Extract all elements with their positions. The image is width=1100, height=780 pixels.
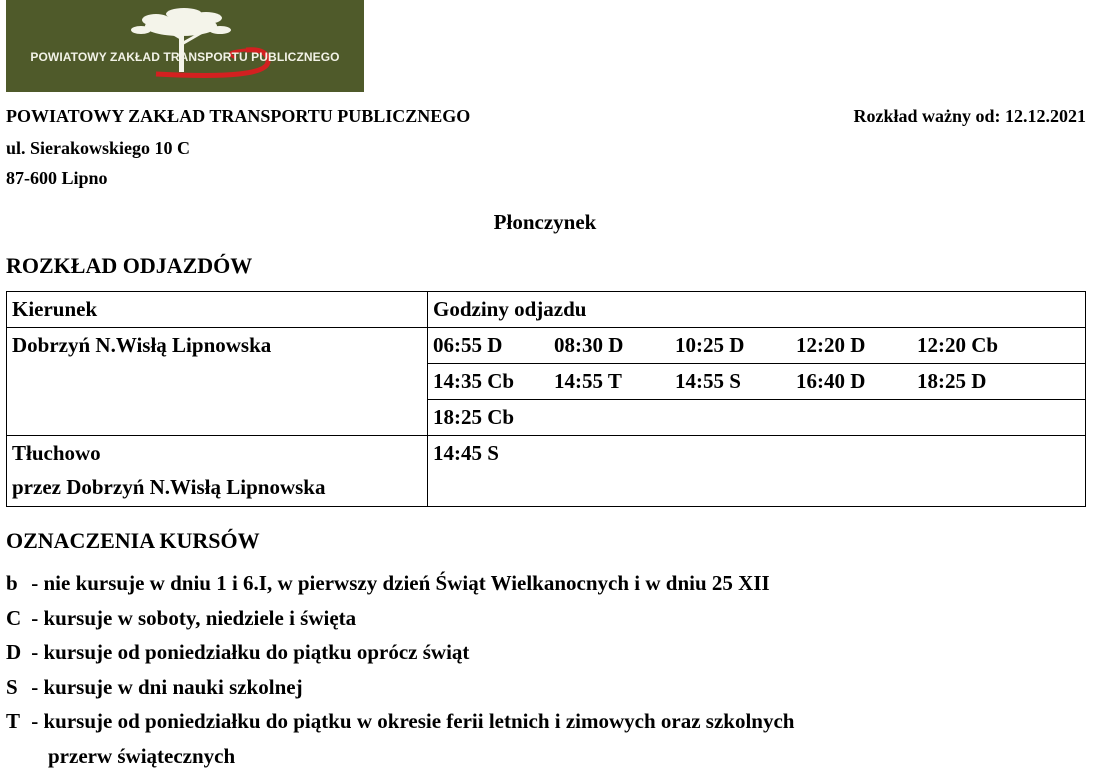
departure-time: 12:20 Cb [917,333,999,357]
column-header-direction: Kierunek [7,292,428,328]
column-header-times: Godziny odjazdu [428,292,1086,328]
times-cell [428,400,1086,436]
legend-item [6,566,794,601]
legend-item [6,704,794,739]
legend-text: - kursuje w soboty, niedziele i święta [31,605,357,630]
table-row [7,436,1086,507]
legend-item [6,635,794,670]
departure-time: 10:25 D [675,333,745,357]
departure-time: 14:55 S [675,369,741,393]
company-name: POWIATOWY ZAKŁAD TRANSPORTU PUBLICZNEGO [6,106,471,126]
direction-via: przez Dobrzyń N.Wisłą Lipnowska [12,475,326,499]
departure-time: 14:45 S [433,441,499,465]
departure-time: 16:40 D [796,369,866,393]
legend-code: D [6,640,22,664]
departure-time: 14:55 T [554,369,622,393]
times-cell [428,364,1086,400]
direction-cell [7,328,428,436]
company-street: ul. Sierakowskiego 10 C [6,138,191,158]
legend-code: T [6,709,21,733]
departure-time: 12:20 D [796,333,866,357]
timetable-table [6,291,1086,507]
tree-logo-icon [6,0,364,92]
legend-code: C [6,605,22,630]
times-cell [428,436,1086,507]
legend-item [6,601,794,636]
legend-text: - kursuje w dni nauki szkolnej [31,674,303,699]
times-cell [428,328,1086,364]
direction-cell [7,436,428,507]
stop-name: Płonczynek [493,210,597,234]
departure-time: 06:55 D [433,333,503,357]
legend-text: - kursuje od poniedziałku do piątku oprócz świąt [31,640,470,664]
departure-time: 08:30 D [554,333,624,357]
table-header-row [7,292,1086,328]
legend-item-continuation: przerw świątecznych [48,743,236,768]
logo-wordmark: POWIATOWY ZAKŁAD TRANSPORTU PUBLICZNEGO [30,50,340,64]
direction-name: Dobrzyń N.Wisłą Lipnowska [12,333,272,357]
direction-name: Tłuchowo [12,441,101,465]
company-city: 87-600 Lipno [6,168,108,188]
legend-code: S [6,674,18,699]
timetable-heading: ROZKŁAD ODJAZDÓW [6,253,253,278]
table-row [7,328,1086,364]
legend-text: - nie kursuje w dniu 1 i 6.I, w pierwszy dzień Świąt Wielkanocnych i w dniu 25 XII [31,571,770,595]
legend-item [6,670,794,705]
departure-time: 14:35 Cb [433,369,515,393]
legend-list [6,566,794,773]
departure-time: 18:25 D [917,369,987,393]
company-logo [6,0,364,92]
departure-time: 18:25 Cb [433,405,515,429]
legend-code: b [6,571,18,595]
valid-from: Rozkład ważny od: 12.12.2021 [853,106,1086,126]
legend-text: - kursuje od poniedziałku do piątku w okresie ferii letnich i zimowych oraz szkolnych [31,709,795,733]
legend-heading: OZNACZENIA KURSÓW [6,528,260,553]
